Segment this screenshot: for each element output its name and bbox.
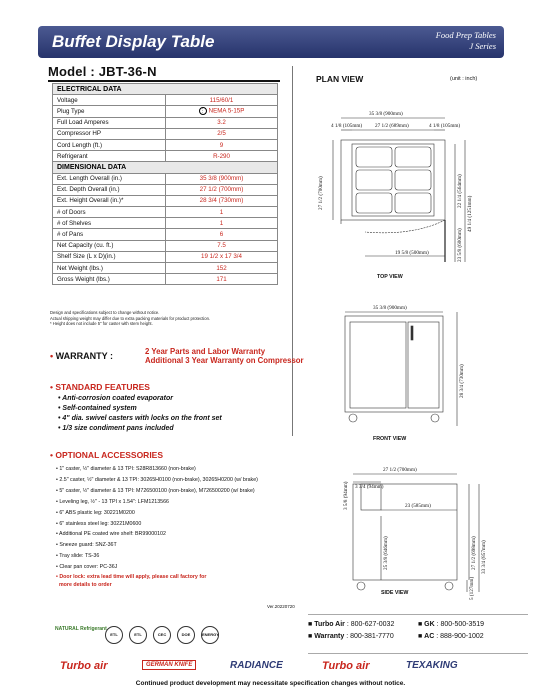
warranty-line-2: Additional 3 Year Warranty on Compressor [145,356,304,365]
table-row: Ext. Length Overall (in.) 35 3/8 (900mm) [53,173,278,184]
table-row: Ext. Height Overall (in.)* 28 3/4 (730mm) [53,195,278,206]
table-row: Full Load Amperes 3.2 [53,117,278,128]
warranty-label: WARRANTY : [55,351,113,361]
accessories-list [56,464,258,589]
table-row: # of Doors 1 [53,207,278,218]
list-item: • 4" dia. swivel casters with locks on the front set [58,415,222,422]
pan [395,147,431,167]
table-row: Gross Weight (lbs.) 171 [53,274,278,285]
spec-notes: Design and specifications subject to change without notice. Actual shipping weight may differ due to extra packing materials for product protection. * Height does not include 5" for caster with stem height. [50,310,211,326]
front-door [350,322,406,408]
list-item: • 1/3 size condiment pans included [58,425,174,432]
side-view-outline [353,484,457,580]
electrical-header: ELECTRICAL DATA [53,84,278,95]
table-row: Voltage 115/60/1 [53,95,278,106]
cec-logo: CEC [153,626,171,644]
page-title: Buffet Display Table [52,32,215,51]
dim-side-top: 3 3/4 (94mm) [355,484,384,490]
front-view-outline [345,316,443,412]
list-item: • Additional PE coated wire shelf: BR99000102 [56,531,166,538]
door-handle [411,326,413,340]
list-item: • Anti-corrosion coated evaporator [58,395,173,402]
radiance-logo: RADIANCE [230,660,283,671]
table-row: Compressor HP 2/5 [53,128,278,139]
table-row: # of Pans 6 [53,229,278,240]
dim-front-width: 35 3/8 (900mm) [373,305,407,311]
table-row: Ext. Depth Overall (in.) 27 1/2 (700mm) [53,184,278,195]
etl-sanitation-logo: ETL [129,626,147,644]
features-list [58,394,222,434]
dim-pan-depth: 22 1/4 (564mm) [457,174,463,208]
dim-total-depth: 49 1/4 (1251mm) [467,195,473,232]
table-row: Shelf Size (L x D)(in.) 19 1/2 x 17 3/4 [53,251,278,262]
table-row: Net Capacity (cu. ft.) 7.5 [53,240,278,251]
model-underline [48,80,280,82]
table-row: Refrigerant R-290 [53,151,278,162]
dim-inner-width: 27 1/2 (689mm) [375,123,409,129]
model-heading: Model : JBT-36-N [48,64,157,79]
pan-frame [352,144,434,216]
natural-refrigerant-logo: NATURAL Refrigerant [55,626,107,632]
turbo-air-phone: : 800-627-0032 [346,621,395,628]
dim-top-width: 35 3/8 (900mm) [369,111,403,117]
dim-side-total: 33 3/4 (857mm) [481,540,487,574]
brand-logos [60,658,510,678]
pan [395,170,431,190]
list-item: • Sneeze guard: SNZ-36T [56,542,117,549]
dim-side-inner: 23 (585mm) [405,503,431,509]
pan [356,170,392,190]
dim-side-full: 27 1/2 (698mm) [471,536,477,570]
door-lock-note: • Door lock: extra lead time will apply, please call factory for more details to order [56,574,207,589]
warranty-contact-label: Warranty [314,632,345,640]
spec-table [52,83,278,285]
dim-top-depth: 27 1/2 (700mm) [318,176,324,210]
dim-door-width: 19 5/8 (500mm) [395,250,429,256]
footer-disclaimer: Continued product development may necessitate specification changes without notice. [135,680,406,687]
turbo-air-label: Turbo Air [314,621,345,628]
features-title: • STANDARD FEATURES [50,382,150,392]
gk-label: GK [424,621,435,628]
caster [431,414,439,422]
pan [395,193,431,213]
doe-logo: DOE [177,626,195,644]
warranty-phone: : 800-381-7770 [346,632,394,640]
certification-logos [55,624,295,650]
list-item: • Leveling leg, ½" - 13 TPI x 1.54": LFM1213566 [56,498,169,505]
table-row: # of Shelves 1 [53,218,278,229]
header-banner [38,26,504,58]
front-view-label: FRONT VIEW [373,436,407,442]
german-knife-logo: GERMAN KNIFE [142,660,196,670]
pan [356,147,392,167]
side-view-label: SIDE VIEW [381,590,409,596]
dim-door-depth: 23 5/8 (600mm) [457,228,463,262]
dimensional-header: DIMENSIONAL DATA [53,162,278,173]
version-label: Ver.20220720 [267,604,295,609]
dim-side-small: 3 5/8 (94mm) [343,481,349,510]
unit-label: (unit : inch) [450,76,478,82]
series-label [436,30,496,52]
top-view-label: TOP VIEW [377,274,403,280]
ac-phone: : 888-900-1002 [436,632,484,640]
dim-side-depth: 27 1/2 (700mm) [383,467,417,473]
dim-left-gap: 4 1/8 (105mm) [331,123,363,129]
table-row: Cord Length (ft.) 9 [53,139,278,150]
list-item: • 5" caster, ½" diameter & 13 TPI: M726500100 (non-brake), M726500200 (w/ brake) [56,487,255,494]
caster [445,582,453,590]
texaking-logo: TEXAKING [406,660,458,671]
caster [349,414,357,422]
list-item: • 6" ABS plastic leg: 30221M0200 [56,509,135,516]
caster [357,582,365,590]
plan-drawings [293,86,523,606]
list-item: • 2.5" caster, ½" diameter & 13 TPI: 30265H0100 (non-brake), 30265H0200 (w/ brake) [56,476,258,483]
door-swing-arc [365,220,445,233]
table-row: Net Weight (lbs.) 152 [53,263,278,274]
category-text: Food Prep Tables [435,30,496,40]
top-view-outline [341,140,445,220]
ac-label: AC [424,632,435,640]
series-text: J Series [469,41,496,51]
energy-logo: ENERGY [201,626,219,644]
dim-side-body: 25 3/8 (646mm) [383,536,389,570]
gk-phone: : 800-500-3519 [436,621,485,628]
dim-caster: 5 (127mm) [469,576,475,600]
warranty-line-1: 2 Year Parts and Labor Warranty [145,347,266,356]
plan-view-title: PLAN VIEW [316,74,364,84]
dim-right-gap: 4 1/8 (105mm) [429,123,461,129]
dim-front-height: 28 3/4 (730mm) [459,364,465,398]
turbo-air-logo-2: Turbo air [322,660,370,672]
list-item: • Self-contained system [58,405,137,412]
contact-box: ■ Turbo Air : 800-627-0032 ■ GK : 800-500-3519 ■ Warranty : 800-381-7770 ■ AC : 888-900-1002 [308,614,528,654]
pan [356,193,392,213]
list-item: • 6" stainless steel leg: 30221M0600 [56,520,142,527]
plug-icon: ⋮ [200,108,206,115]
list-item: • Clear pan cover: PC-36J [56,564,118,571]
table-row: Plug Type ⋮ NEMA 5-15P [53,106,278,117]
accessories-title: • OPTIONAL ACCESSORIES [50,450,164,460]
etl-logo: ETL [105,626,123,644]
list-item: • Tray slide: TS-36 [56,553,100,560]
turbo-air-logo: Turbo air [60,660,108,672]
list-item: • 1" caster, ½" diameter & 13 TPI: S28R813660 (non-brake) [56,466,196,472]
